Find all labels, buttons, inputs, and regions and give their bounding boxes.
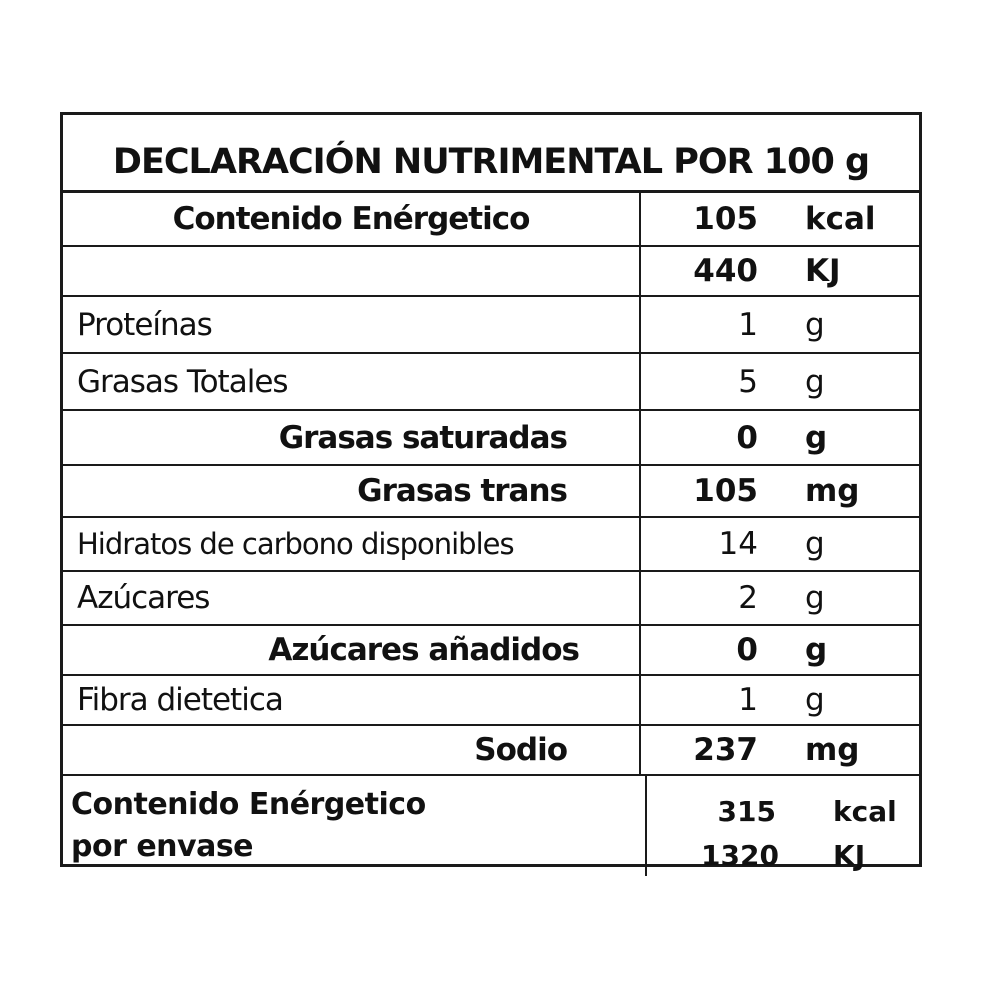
nutrient-value: 440 (693, 253, 758, 289)
nutrient-name: Contenido Enérgetico (63, 193, 641, 245)
nutrient-value: 0 (736, 632, 758, 668)
row-total-fat (63, 354, 919, 411)
nutrient-unit: g (805, 580, 825, 616)
row-sugars (63, 572, 919, 626)
per-package-kcal-unit: kcal (833, 795, 897, 828)
nutrient-value: 237 (693, 732, 758, 768)
nutrient-unit: g (805, 682, 825, 718)
nutrient-value: 1 (738, 682, 758, 718)
nutrient-unit: KJ (805, 253, 841, 289)
per-package-label-line2: por envase (71, 829, 254, 864)
row-energy-per-package (63, 776, 919, 876)
nutrient-unit: g (805, 632, 828, 668)
nutrient-value: 105 (693, 473, 758, 509)
row-energy-kcal (63, 193, 919, 247)
per-package-values (701, 790, 779, 878)
nutrient-name: Azúcares añadidos (63, 626, 641, 674)
nutrient-unit: g (805, 526, 825, 562)
per-package-kcal-value: 315 (717, 795, 776, 828)
nutrient-value: 105 (693, 201, 758, 237)
per-package-kj-unit: KJ (833, 839, 866, 872)
nutrient-name: Proteínas (63, 297, 641, 352)
nutrient-value: 1 (738, 306, 758, 343)
nutrient-unit: g (805, 419, 828, 456)
nutrition-rows (63, 193, 919, 876)
nutrient-name: Fibra dietetica (63, 676, 641, 724)
row-carbohydrates (63, 518, 919, 572)
nutrient-name: Grasas Totales (63, 354, 641, 409)
row-fiber (63, 676, 919, 726)
nutrient-name: Grasas saturadas (63, 411, 641, 464)
nutrient-name: Azúcares (63, 572, 641, 624)
row-energy-kj (63, 247, 919, 297)
nutrient-unit: g (805, 363, 825, 400)
nutrient-name: Hidratos de carbono disponibles (63, 518, 641, 570)
row-proteins (63, 297, 919, 354)
row-saturated-fat (63, 411, 919, 466)
nutrient-unit: mg (805, 732, 860, 768)
nutrient-name: Sodio (63, 726, 641, 774)
nutrient-name: Grasas trans (63, 466, 641, 516)
per-package-label (71, 784, 426, 868)
per-package-units (833, 790, 897, 878)
nutrition-label (60, 112, 922, 872)
nutrient-value: 0 (736, 419, 758, 456)
per-package-kj-value: 1320 (701, 839, 779, 872)
nutrient-name (63, 247, 641, 295)
nutrient-value: 2 (738, 580, 758, 616)
row-sodium (63, 726, 919, 776)
column-divider (645, 776, 647, 876)
nutrient-unit: mg (805, 473, 860, 509)
row-added-sugars (63, 626, 919, 676)
nutrient-unit: g (805, 306, 825, 343)
nutrient-value: 14 (718, 526, 758, 562)
nutrient-value: 5 (738, 363, 758, 400)
per-package-label-line1: Contenido Enérgetico (71, 787, 426, 822)
label-title: DECLARACIÓN NUTRIMENTAL POR 100 g (63, 115, 919, 193)
nutrient-unit: kcal (805, 201, 876, 237)
row-trans-fat (63, 466, 919, 518)
